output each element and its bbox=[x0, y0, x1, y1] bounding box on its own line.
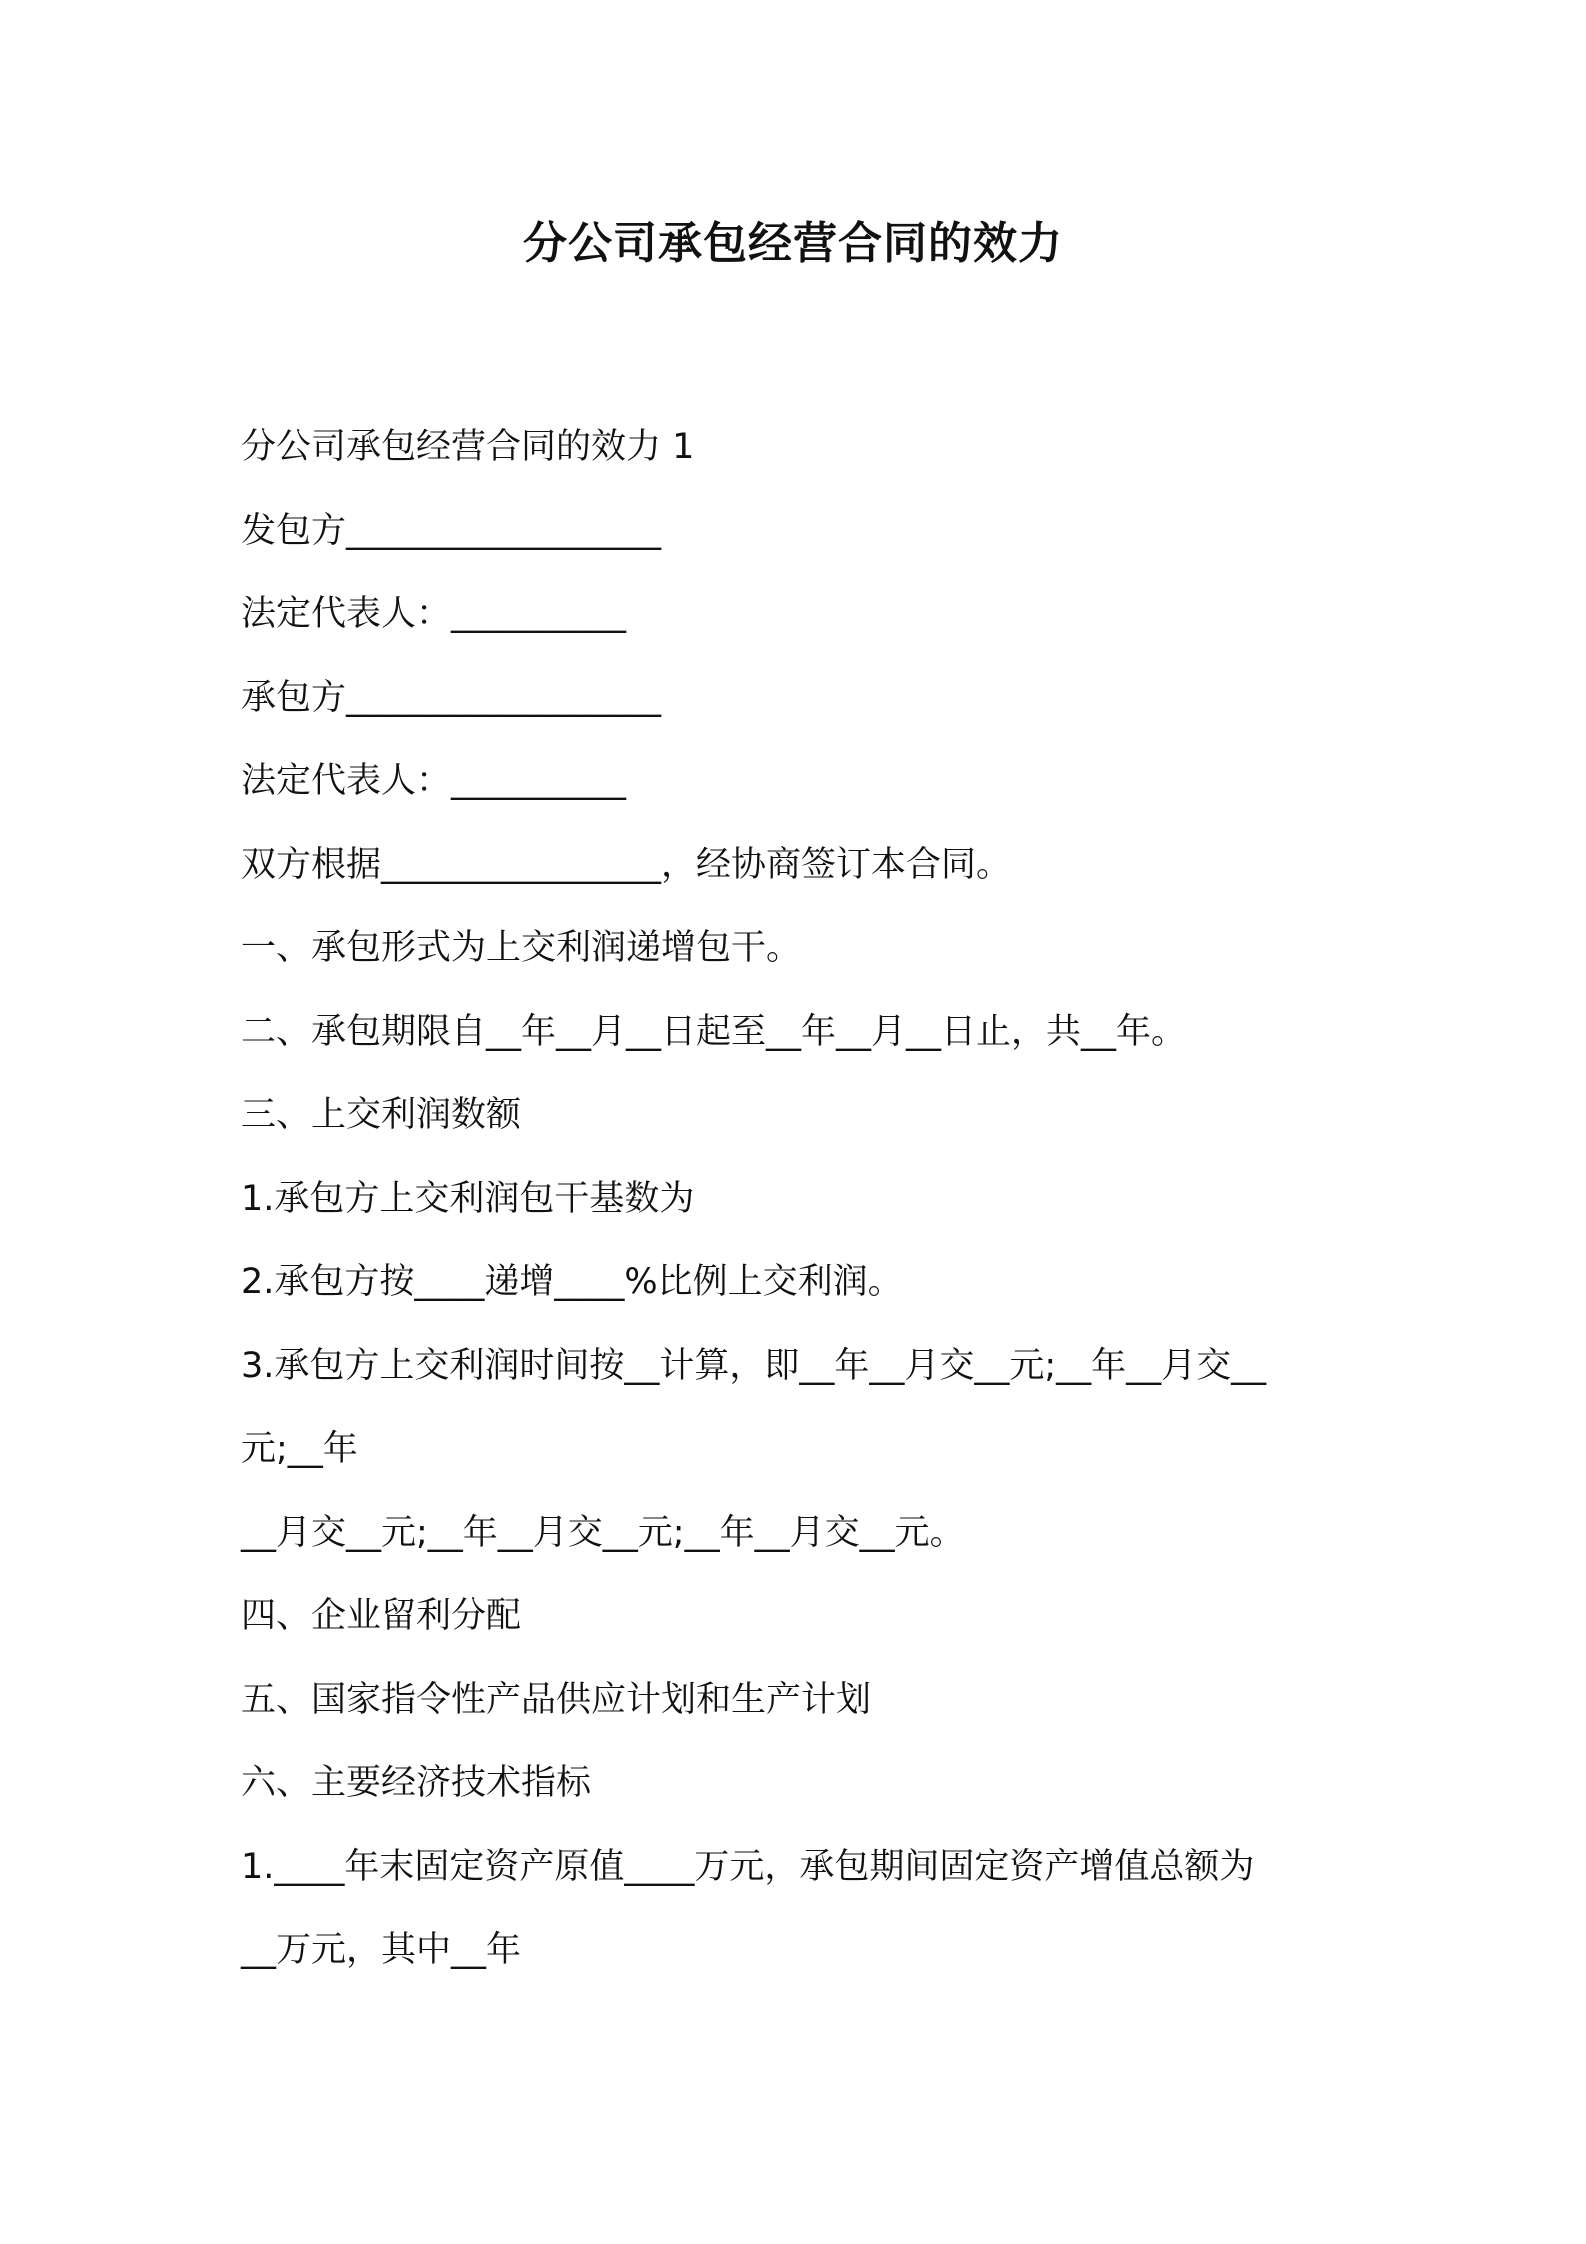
clause-6-heading: 六、主要经济技术指标 bbox=[241, 1763, 592, 1803]
agreement-basis-line: 双方根据________________，经协商签订本合同。 bbox=[241, 844, 1012, 885]
section-heading: 分公司承包经营合同的效力 1 bbox=[241, 427, 695, 467]
clause-5-heading: 五、国家指令性产品供应计划和生产计划 bbox=[241, 1679, 872, 1720]
clause-3-item-3: 3.承包方上交利润时间按__计算，即__年__月交__元;__年__月交__ bbox=[241, 1345, 1267, 1386]
document-body bbox=[241, 406, 1371, 1993]
party-b-representative-line: 法定代表人：__________ bbox=[241, 761, 627, 801]
clause-3-item-1: 1.承包方上交利润包干基数为 bbox=[241, 1178, 695, 1219]
clause-1-line: 一、承包形式为上交利润递增包干。 bbox=[241, 928, 802, 968]
clause-2-line: 二、承包期限自__年__月__日起至__年__月__日止，共__年。 bbox=[241, 1011, 1187, 1052]
clause-3-item-3-continued: 元;__年 bbox=[241, 1429, 358, 1469]
clause-3-heading: 三、上交利润数额 bbox=[241, 1095, 522, 1135]
clause-4-heading: 四、企业留利分配 bbox=[241, 1596, 522, 1636]
clause-6-item-1: 1.____年末固定资产原值____万元，承包期间固定资产增值总额为 bbox=[241, 1846, 1255, 1887]
clause-6-item-1-continued: __万元，其中__年 bbox=[241, 1930, 522, 1970]
party-a-line: 发包方__________________ bbox=[241, 510, 662, 551]
party-a-representative-line: 法定代表人：__________ bbox=[241, 594, 627, 634]
party-b-line: 承包方__________________ bbox=[241, 677, 662, 718]
document-title: 分公司承包经营合同的效力 bbox=[523, 218, 1063, 269]
clause-3-item-3-continued-2: __月交__元;__年__月交__元;__年__月交__元。 bbox=[241, 1512, 965, 1553]
clause-3-item-2: 2.承包方按____递增____%比例上交利润。 bbox=[241, 1262, 903, 1302]
